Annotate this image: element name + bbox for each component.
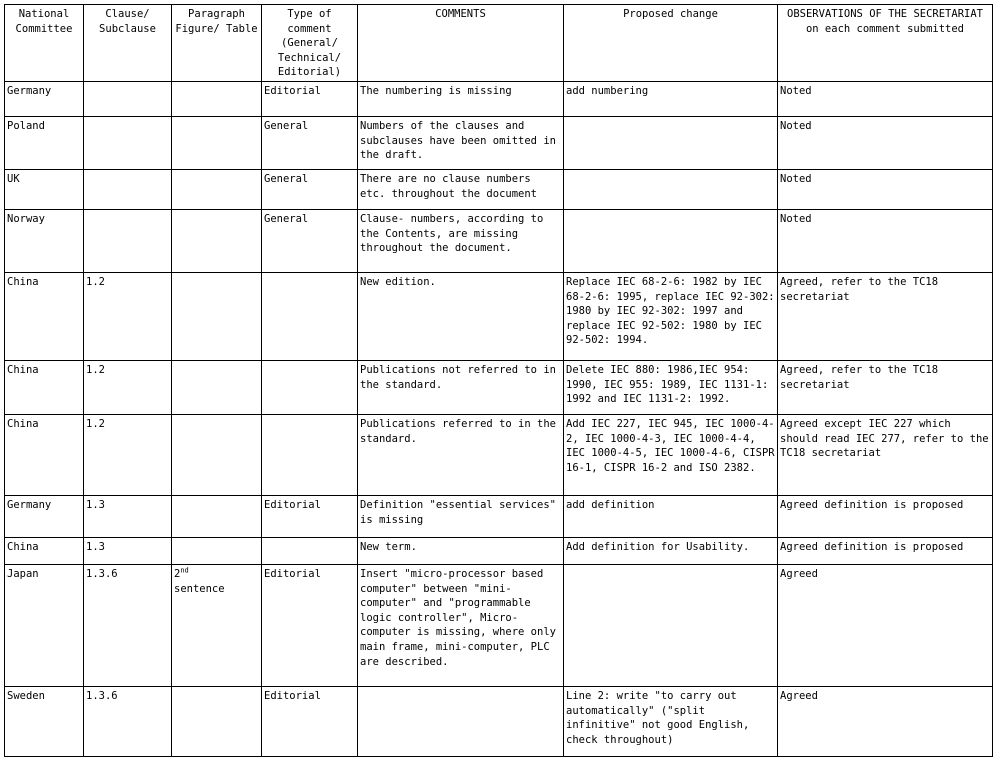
cell-clause: 1.3.6	[84, 565, 172, 687]
comments-sheet	[4, 4, 992, 757]
cell-paragraph	[172, 82, 262, 117]
cell-proposed-change: Add definition for Usability.	[564, 538, 778, 565]
table-row	[5, 687, 993, 757]
cell-type	[262, 538, 358, 565]
cell-proposed-change	[564, 565, 778, 687]
paragraph-rest: sentence	[174, 582, 225, 595]
cell-proposed-change: add numbering	[564, 82, 778, 117]
cell-comments: Numbers of the clauses and subclauses have been omitted in the draft.	[358, 117, 564, 170]
header-row	[5, 5, 993, 82]
cell-comments: Insert "micro-processor based computer" between "mini-computer" and "programmable logic controller", Micro-computer is missing, where only main frame, mini-computer, PLC are described.	[358, 565, 564, 687]
cell-comments: Definition "essential services" is missing	[358, 496, 564, 538]
cell-observations: Agreed except IEC 227 which should read IEC 277, refer to the TC18 secretariat	[778, 415, 993, 496]
cell-paragraph	[172, 415, 262, 496]
cell-comments: New term.	[358, 538, 564, 565]
header-national-committee: National Committee	[5, 5, 84, 82]
cell-type: Editorial	[262, 565, 358, 687]
cell-paragraph	[172, 496, 262, 538]
table-row	[5, 170, 993, 210]
cell-comments: Publications referred to in the standard.	[358, 415, 564, 496]
table-row	[5, 538, 993, 565]
cell-national-committee: Poland	[5, 117, 84, 170]
cell-observations: Agreed definition is proposed	[778, 496, 993, 538]
table-row	[5, 496, 993, 538]
cell-proposed-change	[564, 117, 778, 170]
cell-national-committee: Japan	[5, 565, 84, 687]
table-row	[5, 415, 993, 496]
header-paragraph: Paragraph Figure/ Table	[172, 5, 262, 82]
cell-clause	[84, 82, 172, 117]
cell-paragraph	[172, 273, 262, 361]
cell-clause: 1.2	[84, 415, 172, 496]
cell-comments: There are no clause numbers etc. throughout the document	[358, 170, 564, 210]
cell-proposed-change	[564, 170, 778, 210]
cell-national-committee: Germany	[5, 82, 84, 117]
comments-table	[4, 4, 993, 757]
cell-paragraph	[172, 538, 262, 565]
cell-national-committee: UK	[5, 170, 84, 210]
cell-clause: 1.3	[84, 538, 172, 565]
table-row	[5, 210, 993, 273]
cell-clause	[84, 170, 172, 210]
cell-clause: 1.3	[84, 496, 172, 538]
cell-paragraph	[172, 117, 262, 170]
cell-clause: 1.2	[84, 361, 172, 415]
cell-proposed-change: Delete IEC 880: 1986,IEC 954: 1990, IEC 955: 1989, IEC 1131-1: 1992 and IEC 1131-2: 1992.	[564, 361, 778, 415]
header-type: Type of comment (General/ Technical/ Editorial)	[262, 5, 358, 82]
cell-paragraph	[172, 687, 262, 757]
cell-national-committee: China	[5, 415, 84, 496]
table-row	[5, 82, 993, 117]
cell-type: Editorial	[262, 82, 358, 117]
cell-national-committee: Norway	[5, 210, 84, 273]
cell-observations: Noted	[778, 210, 993, 273]
cell-national-committee: China	[5, 538, 84, 565]
cell-proposed-change	[564, 210, 778, 273]
paragraph-number: 2	[174, 568, 181, 580]
cell-type	[262, 273, 358, 361]
cell-observations: Noted	[778, 82, 993, 117]
cell-type	[262, 361, 358, 415]
cell-comments: New edition.	[358, 273, 564, 361]
cell-observations: Agreed	[778, 687, 993, 757]
table-row	[5, 565, 993, 687]
cell-type: Editorial	[262, 687, 358, 757]
cell-proposed-change: Replace IEC 68-2-6: 1982 by IEC 68-2-6: 1995, replace IEC 92-302: 1980 by IEC 92-302: 1997 and replace IEC 92-502: 1980 by IEC 92-502: 1994.	[564, 273, 778, 361]
cell-observations: Agreed, refer to the TC18 secretariat	[778, 273, 993, 361]
cell-national-committee: Sweden	[5, 687, 84, 757]
cell-paragraph	[172, 170, 262, 210]
cell-observations: Agreed	[778, 565, 993, 687]
cell-type: General	[262, 210, 358, 273]
cell-type: Editorial	[262, 496, 358, 538]
cell-clause	[84, 210, 172, 273]
cell-proposed-change: Line 2: write "to carry out automatically" ("split infinitive" not good English, check throughout)	[564, 687, 778, 757]
header-proposed-change: Proposed change	[564, 5, 778, 82]
cell-proposed-change: Add IEC 227, IEC 945, IEC 1000-4-2, IEC 1000-4-3, IEC 1000-4-4, IEC 1000-4-5, IEC 1000-4-6, CISPR 16-1, CISPR 16-2 and ISO 2382.	[564, 415, 778, 496]
cell-type: General	[262, 117, 358, 170]
cell-type: General	[262, 170, 358, 210]
cell-proposed-change: add definition	[564, 496, 778, 538]
cell-observations: Noted	[778, 170, 993, 210]
cell-comments: Publications not referred to in the standard.	[358, 361, 564, 415]
cell-paragraph	[172, 210, 262, 273]
header-clause: Clause/ Subclause	[84, 5, 172, 82]
cell-comments	[358, 687, 564, 757]
cell-observations: Noted	[778, 117, 993, 170]
cell-comments: The numbering is missing	[358, 82, 564, 117]
cell-observations: Agreed definition is proposed	[778, 538, 993, 565]
header-observations: OBSERVATIONS OF THE SECRETARIAT on each comment submitted	[778, 5, 993, 82]
header-comments: COMMENTS	[358, 5, 564, 82]
cell-type	[262, 415, 358, 496]
paragraph-ordinal-suffix: nd	[180, 566, 189, 575]
cell-national-committee: China	[5, 361, 84, 415]
table-row	[5, 117, 993, 170]
cell-clause	[84, 117, 172, 170]
cell-clause: 1.2	[84, 273, 172, 361]
cell-paragraph	[172, 565, 262, 687]
cell-national-committee: Germany	[5, 496, 84, 538]
cell-national-committee: China	[5, 273, 84, 361]
table-row	[5, 361, 993, 415]
cell-observations: Agreed, refer to the TC18 secretariat	[778, 361, 993, 415]
cell-clause: 1.3.6	[84, 687, 172, 757]
table-row	[5, 273, 993, 361]
cell-comments: Clause- numbers, according to the Contents, are missing throughout the document.	[358, 210, 564, 273]
cell-paragraph	[172, 361, 262, 415]
